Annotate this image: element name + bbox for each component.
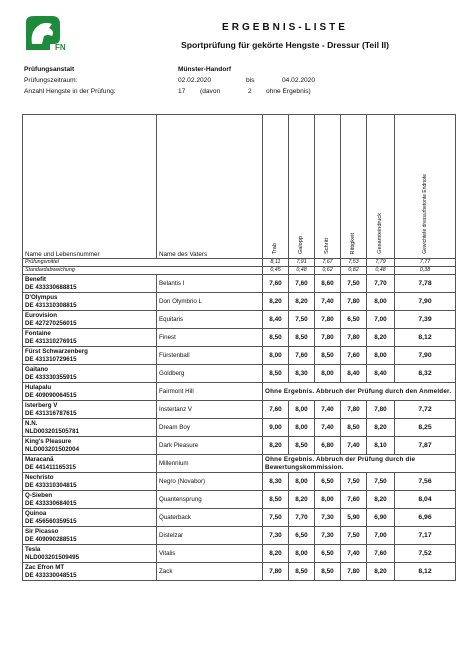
score-cell: 8,00 — [289, 473, 315, 491]
header-gesamteindruck-label: Gesamteindruck — [376, 213, 383, 254]
table-row — [23, 455, 456, 473]
horse-cell — [23, 491, 157, 509]
table-row — [23, 563, 456, 581]
sire-name: Negro (Novabor) — [157, 473, 263, 491]
total-score: 8,32 — [395, 365, 456, 383]
horse-cell — [23, 509, 157, 527]
score-cell: 8,50 — [315, 347, 341, 365]
score-cell: 7,80 — [315, 311, 341, 329]
sire-name: Distelzar — [157, 527, 263, 545]
total-score: 8,25 — [395, 419, 456, 437]
table-row — [23, 473, 456, 491]
horse-id: NLD003201509495 — [25, 553, 80, 561]
score-cell: 7,70 — [289, 509, 315, 527]
table-row — [23, 347, 456, 365]
score-cell: 7,40 — [315, 401, 341, 419]
total-score: 7,17 — [395, 527, 456, 545]
sire-name: Quaterback — [157, 509, 263, 527]
horse-name: Gaitano — [25, 365, 49, 373]
sire-name: Don Olymbrio L — [157, 293, 263, 311]
stat-label: Prüfungsmittel — [23, 259, 263, 267]
score-cell: 8,50 — [341, 419, 367, 437]
score-cell: 8,40 — [263, 311, 289, 329]
stat-value: 0,82 — [341, 267, 367, 275]
stat-value: 7,67 — [315, 259, 341, 267]
header-endnote-label: Gewichtete dressurbetonte Endnote — [421, 174, 428, 254]
anzahl-label: Anzahl Hengste in der Prüfung: — [24, 88, 116, 95]
horse-name: King's Pleasure — [25, 437, 72, 445]
total-score: 8,12 — [395, 563, 456, 581]
score-cell: 7,60 — [341, 491, 367, 509]
score-cell: 6,50 — [315, 545, 341, 563]
score-cell: 6,50 — [341, 311, 367, 329]
stat-value: 0,48 — [289, 267, 315, 275]
fn-logo — [22, 14, 64, 52]
horse-name: Fontaine — [25, 329, 51, 337]
horse-id: DE 431310308815 — [25, 301, 77, 309]
zeitraum-bis: bis — [246, 77, 255, 84]
score-cell: 6,90 — [367, 509, 395, 527]
sire-name: Fürstenball — [157, 347, 263, 365]
horse-name: Isterberg V — [25, 401, 58, 409]
header-rittigkeit — [341, 115, 367, 259]
horse-id: NLD003201502004 — [25, 445, 80, 453]
zeitraum-from: 02.02.2020 — [178, 77, 212, 84]
score-cell: 8,50 — [263, 491, 289, 509]
remark-cell: Ohne Ergebnis. Abbruch der Prüfung durch die Bewertungskommission. — [263, 455, 456, 473]
table-row — [23, 311, 456, 329]
score-cell: 9,00 — [263, 419, 289, 437]
stat-value: 7,79 — [367, 259, 395, 267]
header-schritt — [315, 115, 341, 259]
header-galopp-label: Galopp — [297, 235, 304, 254]
table-row — [23, 509, 456, 527]
score-cell: 8,00 — [315, 491, 341, 509]
score-cell: 7,40 — [341, 545, 367, 563]
total-score: 7,39 — [395, 311, 456, 329]
score-cell: 7,80 — [341, 563, 367, 581]
header-trab-label: Trab — [271, 242, 278, 254]
horse-cell — [23, 383, 157, 401]
header-galopp — [289, 115, 315, 259]
total-score: 7,56 — [395, 473, 456, 491]
horse-name: Tesla — [25, 545, 41, 553]
score-cell: 7,60 — [263, 275, 289, 293]
score-cell: 8,20 — [367, 491, 395, 509]
table-row — [23, 437, 456, 455]
score-cell: 7,80 — [367, 401, 395, 419]
score-cell: 8,30 — [263, 473, 289, 491]
score-cell: 7,50 — [341, 275, 367, 293]
horse-id: DE 431310729615 — [25, 355, 77, 363]
horse-cell — [23, 563, 157, 581]
score-cell: 7,30 — [315, 527, 341, 545]
horse-name: Sir Picasso — [25, 527, 59, 535]
horse-id: DE 441411165315 — [25, 463, 76, 471]
horse-name: Benefit — [25, 275, 46, 283]
score-cell: 7,60 — [289, 347, 315, 365]
page-subtitle: Sportprüfung für gekörte Hengste - Dressur (Teil II) — [180, 40, 390, 50]
header-rittigkeit-label: Rittigkeit — [349, 232, 356, 254]
score-cell: 7,70 — [367, 275, 395, 293]
ohne-text: ohne Ergebnis) — [266, 88, 311, 95]
score-cell: 8,40 — [341, 365, 367, 383]
horse-id: NLD003201505781 — [25, 427, 80, 435]
table-row — [23, 383, 456, 401]
horse-id: DE 433310304815 — [25, 481, 77, 489]
score-cell: 7,30 — [315, 509, 341, 527]
horse-name: D'Olympus — [25, 293, 58, 301]
horse-name: Eurovision — [25, 311, 57, 319]
score-cell: 8,10 — [367, 437, 395, 455]
horse-name: Zac Efron MT — [25, 563, 65, 571]
header-schritt-label: Schritt — [323, 238, 330, 254]
horse-cell — [23, 401, 157, 419]
score-cell: 6,50 — [315, 473, 341, 491]
table-row — [23, 419, 456, 437]
remark-cell: Ohne Ergebnis. Abbruch der Prüfung durch den Anmelder. — [263, 383, 456, 401]
horse-cell — [23, 275, 157, 293]
horse-name: Q-Sieben — [25, 491, 53, 499]
horse-id: DE 433330688815 — [25, 283, 77, 291]
score-cell: 7,80 — [315, 329, 341, 347]
table-row — [23, 527, 456, 545]
stat-label: Standardabweichung — [23, 267, 263, 275]
score-cell: 7,40 — [315, 419, 341, 437]
score-cell: 8,50 — [263, 365, 289, 383]
horse-name: Fürst Schwarzenberg — [25, 347, 88, 355]
score-cell: 5,90 — [341, 509, 367, 527]
score-cell: 8,50 — [289, 563, 315, 581]
table-row — [23, 401, 456, 419]
stat-value: 7,91 — [289, 259, 315, 267]
score-cell: 7,50 — [263, 509, 289, 527]
score-cell: 7,00 — [367, 311, 395, 329]
header-sire: Name des Vaters — [157, 115, 263, 259]
ohne-count: 2 — [248, 88, 252, 95]
stat-value: 7,77 — [395, 259, 456, 267]
total-score: 8,12 — [395, 329, 456, 347]
stat-value: 0,38 — [395, 267, 456, 275]
horse-cell — [23, 365, 157, 383]
zeitraum-label: Prüfungszeitraum: — [24, 77, 78, 84]
score-cell: 8,00 — [289, 419, 315, 437]
score-cell: 8,20 — [289, 293, 315, 311]
horse-name: Nechristo — [25, 473, 54, 481]
horse-id: DE 456560359515 — [25, 517, 77, 525]
horse-cell — [23, 473, 157, 491]
score-cell: 7,50 — [367, 473, 395, 491]
sire-name: Belantis I — [157, 275, 263, 293]
score-cell: 7,80 — [341, 329, 367, 347]
score-cell: 8,30 — [289, 365, 315, 383]
horse-id: DE 433330048515 — [25, 571, 77, 579]
score-cell: 7,60 — [367, 545, 395, 563]
score-cell: 8,00 — [315, 365, 341, 383]
score-cell: 8,20 — [289, 491, 315, 509]
total-score: 7,78 — [395, 275, 456, 293]
score-cell: 7,80 — [341, 401, 367, 419]
horse-id: DE 431310276915 — [25, 337, 77, 345]
horse-cell — [23, 527, 157, 545]
sire-name: Zack — [157, 563, 263, 581]
sire-name: Goldberg — [157, 365, 263, 383]
score-cell: 8,50 — [289, 329, 315, 347]
header-name: Name und Lebensnummer — [23, 115, 157, 259]
stat-value: 8,11 — [263, 259, 289, 267]
score-cell: 8,40 — [367, 365, 395, 383]
table-row — [23, 293, 456, 311]
anzahl-value: 17 — [178, 88, 186, 95]
zeitraum-to: 04.02.2020 — [282, 77, 316, 84]
sire-name: Equitaris — [157, 311, 263, 329]
sire-name: Quantensprung — [157, 491, 263, 509]
horse-cell — [23, 311, 157, 329]
header-endnote — [395, 115, 456, 259]
horse-cell — [23, 419, 157, 437]
sire-name: Instertanz V — [157, 401, 263, 419]
score-cell: 8,20 — [367, 563, 395, 581]
total-score: 8,04 — [395, 491, 456, 509]
score-cell: 8,00 — [289, 401, 315, 419]
score-cell: 8,00 — [367, 293, 395, 311]
table-row — [23, 275, 456, 293]
total-score: 7,72 — [395, 401, 456, 419]
score-cell: 7,80 — [341, 293, 367, 311]
header-row — [23, 115, 456, 259]
score-cell: 8,50 — [263, 329, 289, 347]
score-cell: 8,50 — [289, 437, 315, 455]
score-cell: 7,40 — [315, 293, 341, 311]
horse-id: DE 433330355915 — [25, 373, 77, 381]
sire-name: Finest — [157, 329, 263, 347]
fn-logo-text: FN — [55, 43, 66, 52]
horse-id: DE 433330684015 — [25, 499, 77, 507]
score-cell: 7,40 — [341, 437, 367, 455]
score-cell: 7,50 — [289, 311, 315, 329]
table-row — [23, 491, 456, 509]
stat-value: 0,62 — [315, 267, 341, 275]
horse-cell — [23, 437, 157, 455]
sire-name: Millennium — [157, 455, 263, 473]
davon-text: (davon — [200, 88, 221, 95]
sire-name: Vitalis — [157, 545, 263, 563]
horse-id: DE 409090064515 — [25, 391, 77, 399]
score-cell: 7,60 — [289, 275, 315, 293]
score-cell: 8,60 — [315, 275, 341, 293]
score-cell: 8,00 — [289, 545, 315, 563]
sire-name: Dark Pleasure — [157, 437, 263, 455]
horse-id: DE 409090288515 — [25, 535, 77, 543]
page-title: ERGEBNIS-LISTE — [222, 22, 348, 33]
score-cell: 8,00 — [263, 347, 289, 365]
sire-name: Dream Boy — [157, 419, 263, 437]
score-cell: 7,50 — [341, 527, 367, 545]
results-table — [22, 114, 456, 581]
sire-name: Fairmont Hill — [157, 383, 263, 401]
stat-row — [23, 259, 456, 267]
table-row — [23, 545, 456, 563]
score-cell: 7,60 — [263, 401, 289, 419]
score-cell: 7,00 — [367, 527, 395, 545]
horse-name: Hulapalu — [25, 383, 52, 391]
total-score: 7,87 — [395, 437, 456, 455]
horse-cell — [23, 455, 157, 473]
stat-value: 0,48 — [367, 267, 395, 275]
stat-value: 7,53 — [341, 259, 367, 267]
table-row — [23, 329, 456, 347]
score-cell: 8,50 — [315, 563, 341, 581]
horse-id: DE 427270256015 — [25, 319, 77, 327]
score-cell: 8,20 — [367, 419, 395, 437]
exam-info — [24, 66, 454, 99]
horse-cell — [23, 347, 157, 365]
horse-name: Maracanã — [25, 455, 54, 463]
total-score: 6,96 — [395, 509, 456, 527]
total-score: 7,90 — [395, 293, 456, 311]
score-cell: 8,20 — [367, 329, 395, 347]
score-cell: 8,20 — [263, 293, 289, 311]
score-cell: 8,20 — [263, 545, 289, 563]
horse-id: DE 431316787615 — [25, 409, 77, 417]
horse-name: N.N. — [25, 419, 38, 427]
score-cell: 7,80 — [263, 563, 289, 581]
horse-cell — [23, 293, 157, 311]
header-trab — [263, 115, 289, 259]
score-cell: 6,50 — [289, 527, 315, 545]
header-gesamteindruck — [367, 115, 395, 259]
anstalt-label: Prüfungsanstalt — [24, 66, 75, 73]
anstalt-value: Münster-Handorf — [178, 66, 232, 73]
score-cell: 6,80 — [315, 437, 341, 455]
score-cell: 7,30 — [263, 527, 289, 545]
score-cell: 7,50 — [341, 473, 367, 491]
stat-value: 0,45 — [263, 267, 289, 275]
horse-name: Quinoa — [25, 509, 47, 517]
score-cell: 7,60 — [341, 347, 367, 365]
score-cell: 8,20 — [263, 437, 289, 455]
score-cell: 8,00 — [367, 347, 395, 365]
total-score: 7,90 — [395, 347, 456, 365]
table-row — [23, 365, 456, 383]
stat-row — [23, 267, 456, 275]
horse-cell — [23, 329, 157, 347]
total-score: 7,52 — [395, 545, 456, 563]
horse-cell — [23, 545, 157, 563]
